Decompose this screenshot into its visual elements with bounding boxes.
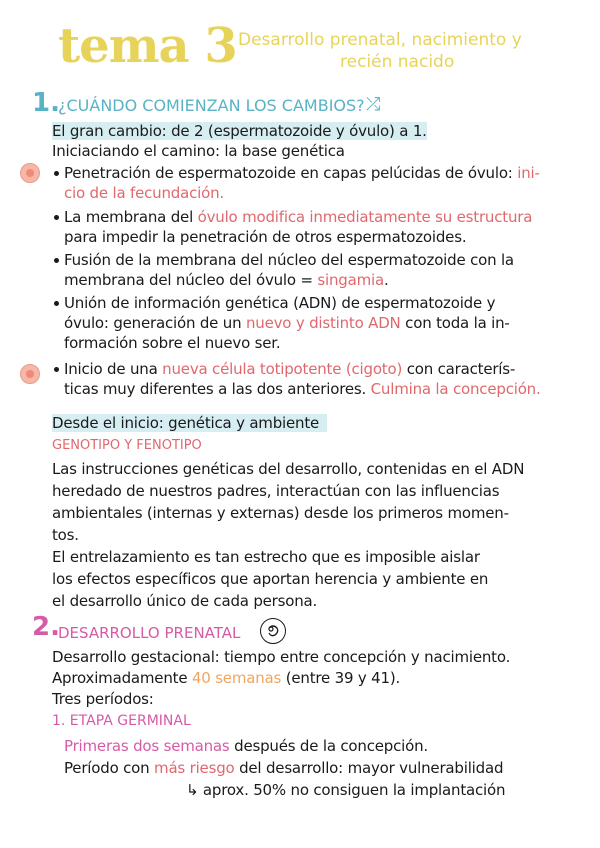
genetica-p2-line-1: El entrelazamiento es tan estrecho que es imposible aislar: [52, 548, 480, 566]
germinal-line-2: Período con más riesgo del desarrollo: mayor vulnerabilidad: [64, 759, 504, 777]
bullet-4-line-3: formación sobre el nuevo ser.: [64, 334, 281, 352]
gran-cambio: El gran cambio: de 2 (espermatozoide y óvulo) a 1.: [52, 122, 427, 140]
bullet-5-line-1: Inicio de una nueva célula totipotente (cigoto) con caracterís-: [64, 360, 516, 378]
bullet-dot: [54, 171, 59, 176]
tema-title: tema 3: [58, 18, 237, 74]
genetica-p1-line-2: heredado de nuestros padres, interactúan con las influencias: [52, 482, 500, 500]
section-1-number: 1.: [32, 88, 60, 118]
genotipo-fenotipo: GENOTIPO Y FENOTIPO: [52, 438, 202, 453]
genetica-p2-line-2: los efectos específicos que aportan herencia y ambiente en: [52, 570, 489, 588]
shuffle-icon: ⤮: [366, 94, 381, 115]
bullet-2-line-1: La membrana del óvulo modifica inmediatamente su estructura: [64, 208, 533, 226]
germinal-line-3: ↳ aprox. 50% no consiguen la implantación: [186, 781, 506, 799]
tema-subtitle-1: Desarrollo prenatal, nacimiento y: [238, 30, 522, 50]
bullet-2-line-2: para impedir la penetración de otros espermatozoides.: [64, 228, 467, 246]
bullet-1-line-1: Penetración de espermatozoide en capas pelúcidas de óvulo: ini-: [64, 164, 540, 182]
prenatal-line-2: Aproximadamente 40 semanas (entre 39 y 41).: [52, 669, 401, 687]
bullet-4-line-1: Unión de información genética (ADN) de espermatozoide y: [64, 294, 496, 312]
section-1-title: ¿CUÁNDO COMIENZAN LOS CAMBIOS?: [58, 96, 365, 115]
cell-icon: [20, 163, 40, 183]
bullet-1-line-2: cio de la fecundación.: [64, 184, 224, 202]
prenatal-line-1: Desarrollo gestacional: tiempo entre concepción y nacimiento.: [52, 648, 511, 666]
etapa-germinal: 1. ETAPA GERMINAL: [52, 713, 191, 729]
bullet-3-line-2: membrana del núcleo del óvulo = singamia.: [64, 271, 389, 289]
bullet-3-line-1: Fusión de la membrana del núcleo del espermatozoide con la: [64, 251, 514, 269]
germinal-line-1: Primeras dos semanas después de la concepción.: [64, 737, 428, 755]
bullet-dot: [54, 301, 59, 306]
bullet-5-line-2: ticas muy diferentes a las dos anteriores. Culmina la concepción.: [64, 380, 541, 398]
fetus-icon: [260, 618, 286, 644]
genetica-p2-line-3: el desarrollo único de cada persona.: [52, 592, 318, 610]
bullet-dot: [54, 215, 59, 220]
bullet-dot: [54, 258, 59, 263]
genetica-p1-line-1: Las instrucciones genéticas del desarrollo, contenidas en el ADN: [52, 460, 525, 478]
bullet-dot: [54, 367, 59, 372]
cell-icon: [20, 364, 40, 384]
genetica-ambiente-heading: Desde el inicio: genética y ambiente: [52, 414, 327, 432]
bullet-4-line-2: óvulo: generación de un nuevo y distinto ADN con toda la in-: [64, 314, 510, 332]
genetica-p1-line-3: ambientales (internas y externas) desde los primeros momen-: [52, 504, 509, 522]
iniciando-camino: Iniciaciando el camino: la base genética: [52, 142, 345, 160]
genetica-p1-line-4: tos.: [52, 526, 79, 544]
section-2-number: 2.: [32, 612, 60, 642]
section-2-title: DESARROLLO PRENATAL: [58, 624, 241, 642]
tema-subtitle-2: recién nacido: [340, 52, 455, 72]
prenatal-line-3: Tres períodos:: [52, 690, 154, 708]
